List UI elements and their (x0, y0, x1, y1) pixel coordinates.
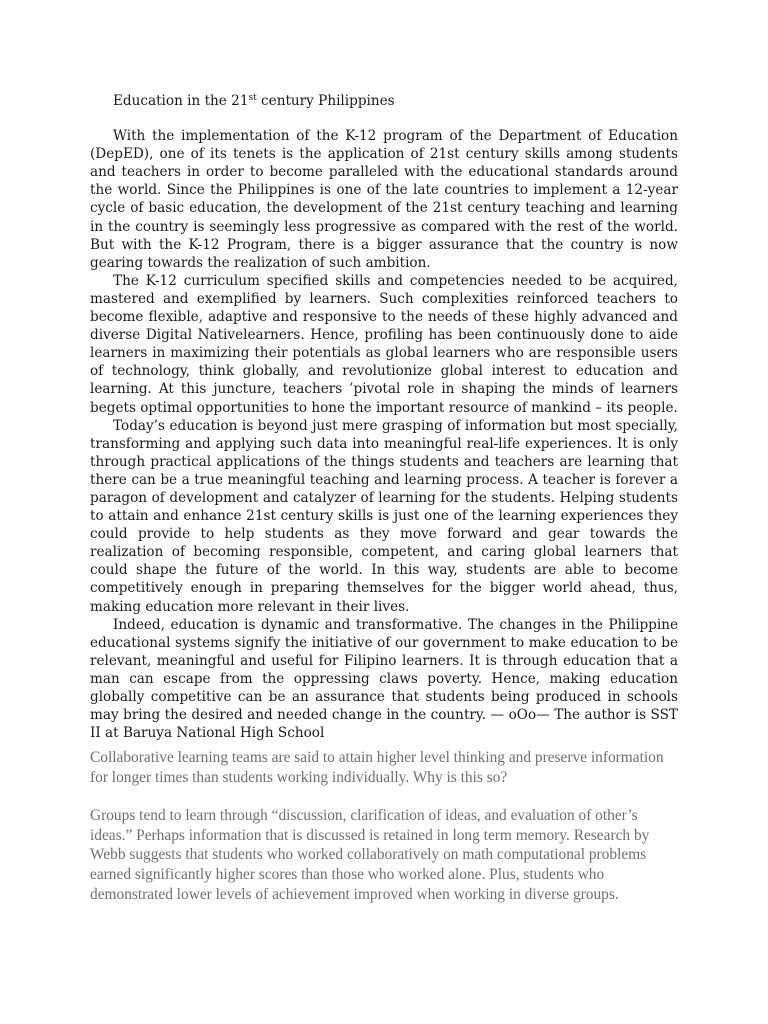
article-title (90, 92, 678, 110)
article-paragraph-1: With the implementation of the K-12 program of the Department of Education (DepED), one of its tenets is the application of 21st century skills among students and teachers in order to become paralleled with the educational standards around the world. Since the Philippines is one of the late countries to implement a 12-year cycle of basic education, the development of the 21st century teaching and learning in the country is seemingly less progressive as compared with the rest of the world. But with the K-12 Program, there is a bigger assurance that the country is now gearing towards the realization of such ambition. (90, 128, 678, 271)
article (90, 92, 678, 742)
question-paragraph: Collaborative learning teams are said to attain higher level thinking and preserve information for longer times than students working individually. Why is this so? (90, 749, 664, 786)
article-paragraph-4: Indeed, education is dynamic and transformative. The changes in the Philippine educational systems signify the initiative of our government to make education to be relevant, meaningful and useful for Filipino learners. It is through education that a man can escape from the oppressing claws poverty. Hence, making education globally competitive can be an assurance that students being produced in schools may bring the desired and needed change in the country. — oOo— The author is SST II at Baruya National High School (90, 616, 678, 742)
article-title-superscript: st (248, 93, 257, 103)
article-paragraph-3: Today’s education is beyond just mere grasping of information but most specially, transforming and applying such data into meaningful real-life experiences. It is only through practical applications of the things students and teachers are learning that there can be a true meaningful teaching and learning process. A teacher is forever a paragon of development and catalyzer of learning for the students. Helping students to attain and enhance 21st century skills is just one of the learning experiences they could provide to help students as they move forward and gear towards the realization of becoming responsible, competent, and caring global learners that could shape the future of the world. In this way, students are able to become competitively enough in preparing themselves for the bigger world ahead, thus, making education more relevant in their lives. (90, 417, 678, 615)
notes-section (90, 748, 678, 923)
article-paragraph-2: The K-12 curriculum specified skills and competencies needed to be acquired, mastered and exemplified by learners. Such complexities reinforced teachers to become flexible, adaptive and responsive to the needs of these highly advanced and diverse Digital Nativelearners. Hence, profiling has been continuously done to aide learners in maximizing their potentials as global learners who are responsible users of technology, think globally, and revolutionize global interest to education and learning. At this juncture, teachers ’pivotal role in shaping the minds of learners begets optimal opportunities to hone the important resource of mankind – its people. (90, 272, 678, 416)
article-title-prefix: Education in the 21 (113, 93, 249, 109)
article-title-suffix: century Philippines (256, 93, 395, 109)
answer-paragraph: Groups tend to learn through “discussion, clarification of ideas, and evaluation of other’s ideas.” Perhaps information that is discussed is retained in long term memory. Research by Webb suggests that students who worked collaboratively on math computational problems earned significantly higher scores than those who worked alone. Plus, students who demonstrated lower levels of achievement improved when working in diverse groups. (90, 807, 650, 903)
